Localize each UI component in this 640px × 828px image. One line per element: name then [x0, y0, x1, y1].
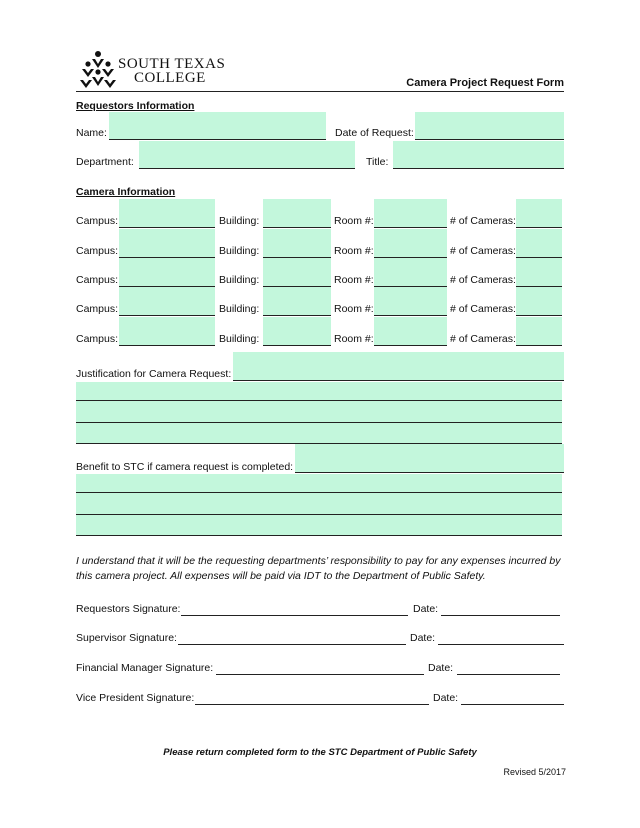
financial-manager-date-line[interactable] — [457, 674, 560, 675]
date-of-request-label: Date of Request: — [335, 127, 414, 139]
cameras-label: # of Cameras: — [450, 303, 516, 315]
building-label: Building: — [219, 245, 260, 257]
room-label: Room #: — [334, 333, 374, 345]
college-logo — [80, 50, 226, 90]
requestor-signature-label: Requestors Signature: — [76, 603, 181, 615]
title-field[interactable] — [393, 141, 564, 169]
building-label: Building: — [219, 333, 260, 345]
cameras-label: # of Cameras: — [450, 215, 516, 227]
return-note: Please return completed form to the STC Department of Public Safety — [163, 747, 477, 758]
name-label: Name: — [76, 127, 107, 139]
building-field[interactable] — [263, 199, 331, 228]
campus-field[interactable] — [119, 199, 215, 228]
cameras-field[interactable] — [516, 287, 562, 316]
justification-field-continued[interactable] — [76, 382, 562, 444]
room-label: Room #: — [334, 215, 374, 227]
room-field[interactable] — [374, 229, 447, 258]
campus-label: Campus: — [76, 333, 119, 345]
name-field[interactable] — [109, 112, 326, 140]
campus-field[interactable] — [119, 317, 215, 346]
benefit-field[interactable] — [295, 444, 564, 473]
justification-line — [76, 400, 562, 401]
benefit-line — [76, 514, 562, 515]
building-field[interactable] — [263, 229, 331, 258]
vice-president-signature-label: Vice President Signature: — [76, 692, 195, 704]
benefit-line — [76, 535, 562, 536]
requestor-date-label: Date: — [413, 603, 439, 615]
campus-label: Campus: — [76, 245, 119, 257]
department-label: Department: — [76, 156, 134, 168]
supervisor-date-line[interactable] — [438, 644, 564, 645]
campus-field[interactable] — [119, 258, 215, 287]
college-name-line2: COLLEGE — [134, 70, 206, 86]
cameras-field[interactable] — [516, 199, 562, 228]
campus-label: Campus: — [76, 215, 119, 227]
room-label: Room #: — [334, 274, 374, 286]
room-label: Room #: — [334, 303, 374, 315]
disclaimer-text: I understand that it will be the requesting departments’ responsibility to pay for any expenses incurred by this camera project. All expenses will be paid via IDT to the Department of Public Safety. — [76, 555, 561, 582]
building-label: Building: — [219, 215, 260, 227]
justification-line — [76, 422, 562, 423]
department-field[interactable] — [139, 141, 355, 169]
building-field[interactable] — [263, 287, 331, 316]
room-label: Room #: — [334, 245, 374, 257]
cameras-field[interactable] — [516, 317, 562, 346]
room-field[interactable] — [374, 287, 447, 316]
benefit-field-continued[interactable] — [76, 474, 562, 536]
vice-president-date-label: Date: — [433, 692, 459, 704]
campus-label: Campus: — [76, 303, 119, 315]
form-title: Camera Project Request Form — [406, 77, 564, 89]
building-label: Building: — [219, 303, 260, 315]
date-of-request-field[interactable] — [415, 112, 564, 140]
room-field[interactable] — [374, 199, 447, 228]
room-field[interactable] — [374, 258, 447, 287]
campus-label: Campus: — [76, 274, 119, 286]
revision-date: Revised 5/2017 — [503, 767, 566, 777]
supervisor-date-label: Date: — [410, 632, 436, 644]
college-logo-icon — [80, 50, 116, 88]
requestor-signature-line[interactable] — [181, 615, 408, 616]
supervisor-signature-label: Supervisor Signature: — [76, 632, 177, 644]
justification-label: Justification for Camera Request: — [76, 368, 232, 380]
room-field[interactable] — [374, 317, 447, 346]
requestors-heading: Requestors Information — [76, 100, 195, 112]
benefit-label: Benefit to STC if camera request is completed: — [76, 461, 294, 473]
building-field[interactable] — [263, 317, 331, 346]
vice-president-date-line[interactable] — [461, 704, 564, 705]
vice-president-signature-line[interactable] — [195, 704, 429, 705]
campus-field[interactable] — [119, 287, 215, 316]
title-label: Title: — [366, 156, 389, 168]
college-name-line1: SOUTH TEXAS — [118, 56, 226, 72]
building-label: Building: — [219, 274, 260, 286]
building-field[interactable] — [263, 258, 331, 287]
requestor-date-line[interactable] — [441, 615, 560, 616]
justification-field[interactable] — [233, 352, 564, 381]
cameras-field[interactable] — [516, 258, 562, 287]
header-divider — [76, 91, 564, 92]
financial-manager-signature-line[interactable] — [216, 674, 424, 675]
camera-info-heading: Camera Information — [76, 186, 176, 198]
cameras-field[interactable] — [516, 229, 562, 258]
cameras-label: # of Cameras: — [450, 333, 516, 345]
financial-manager-signature-label: Financial Manager Signature: — [76, 662, 214, 674]
cameras-label: # of Cameras: — [450, 245, 516, 257]
supervisor-signature-line[interactable] — [178, 644, 406, 645]
cameras-label: # of Cameras: — [450, 274, 516, 286]
financial-manager-date-label: Date: — [428, 662, 454, 674]
campus-field[interactable] — [119, 229, 215, 258]
benefit-line — [76, 492, 562, 493]
